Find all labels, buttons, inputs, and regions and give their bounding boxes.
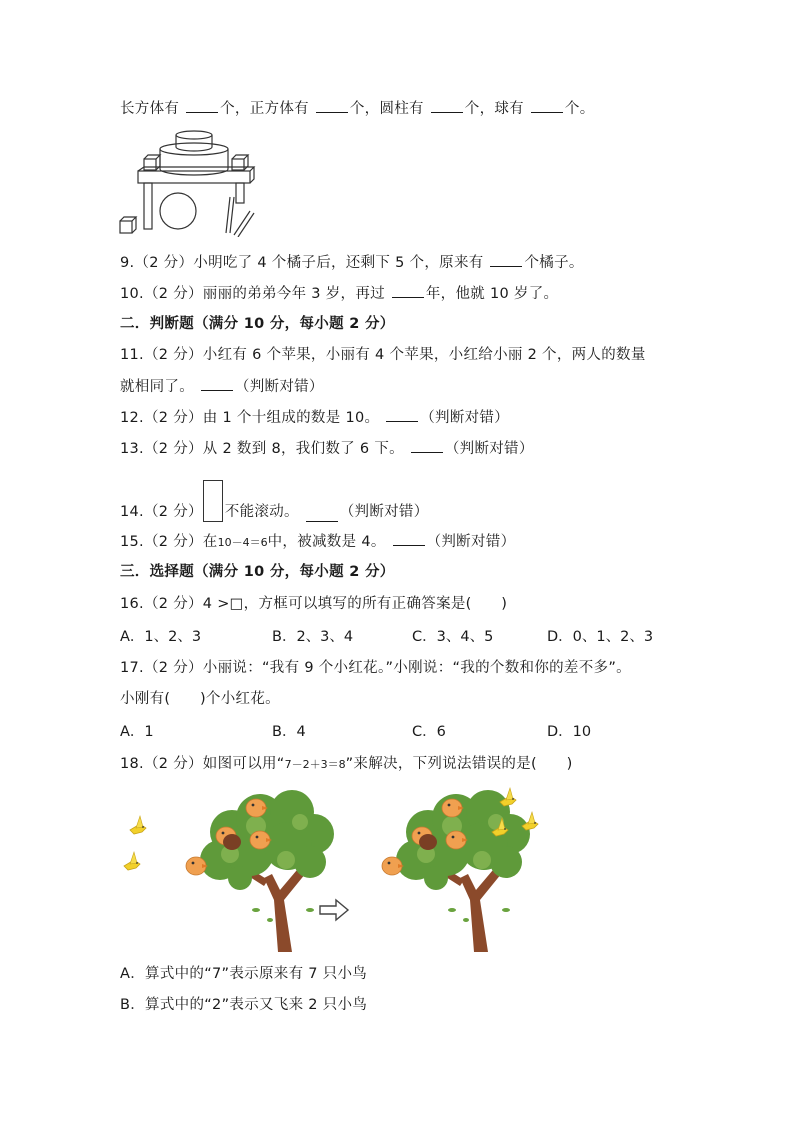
q16-option-a[interactable]: A．1、2、3 bbox=[120, 629, 202, 645]
yellow-bird-left-2 bbox=[124, 852, 140, 870]
q14-blank[interactable] bbox=[306, 507, 338, 522]
q18-option-a[interactable]: A．算式中的“7”表示原来有 7 只小鸟 bbox=[120, 966, 368, 982]
q11-line1: 11.（2 分）小红有 6 个苹果，小丽有 4 个苹果，小红给小丽 2 个，两人的数量 bbox=[120, 347, 646, 363]
q9-text-a: 9.（2 分）小明吃了 4 个橘子后，还剩下 5 个，原来有 bbox=[120, 255, 484, 271]
q8-blank-cube[interactable] bbox=[316, 98, 348, 113]
bird-right-brown bbox=[419, 834, 437, 850]
q9-line bbox=[120, 252, 584, 273]
q11-text-b: （判断对错） bbox=[234, 379, 324, 395]
q12-text-a: 12.（2 分）由 1 个十组成的数是 10。 bbox=[120, 410, 380, 426]
q13-text-b: （判断对错） bbox=[444, 441, 534, 457]
q14-text-c: （判断对错） bbox=[339, 504, 429, 520]
q9-blank[interactable] bbox=[490, 252, 522, 267]
q11-line2 bbox=[120, 376, 324, 397]
section-3-heading: 三．选择题（满分 10 分，每小题 2 分） bbox=[120, 564, 395, 580]
q8-text-d: 个，球有 bbox=[464, 101, 524, 117]
q16-option-c[interactable]: C．3、4、5 bbox=[412, 629, 494, 645]
q15-line bbox=[120, 531, 515, 553]
q18-text-a: 18.（2 分）如图可以用“ bbox=[120, 756, 285, 772]
q18-equation: 7－2＋3＝8 bbox=[284, 758, 346, 771]
q8-blank-cylinder[interactable] bbox=[431, 98, 463, 113]
q8-text-b: 个，正方体有 bbox=[220, 101, 309, 117]
yellow-bird-left-1 bbox=[130, 816, 146, 834]
birds-tree-illustration bbox=[120, 782, 560, 954]
q8-blank-sphere[interactable] bbox=[531, 98, 563, 113]
q14-line bbox=[120, 478, 429, 522]
q16-option-d[interactable]: D．0、1、2、3 bbox=[547, 629, 654, 645]
q16-option-b[interactable]: B．2、3、4 bbox=[272, 629, 354, 645]
q16-stem: 16.（2 分）4 >□，方框可以填写的所有正确答案是( ) bbox=[120, 596, 508, 612]
q12-text-b: （判断对错） bbox=[420, 410, 510, 426]
q12-blank[interactable] bbox=[386, 407, 418, 422]
q17-option-c[interactable]: C．6 bbox=[412, 724, 446, 740]
rectangle-shape bbox=[203, 480, 223, 522]
right-arrow-icon bbox=[320, 900, 348, 920]
q12-line bbox=[120, 407, 509, 428]
q18-text-b: ”来解决，下列说法错误的是( ) bbox=[345, 756, 573, 772]
q9-text-b: 个橘子。 bbox=[524, 255, 584, 271]
q15-text-c: （判断对错） bbox=[426, 534, 516, 550]
q17-option-d[interactable]: D．10 bbox=[547, 724, 592, 740]
q14-text-a: 14.（2 分） bbox=[120, 504, 203, 520]
q10-text-a: 10.（2 分）丽丽的弟弟今年 3 岁，再过 bbox=[120, 286, 385, 302]
q18-stem bbox=[120, 754, 573, 775]
q14-text-b: 不能滚动。 bbox=[224, 504, 299, 520]
q18-option-b[interactable]: B．算式中的“2”表示又飞来 2 只小鸟 bbox=[120, 997, 368, 1013]
tree-right bbox=[396, 790, 530, 952]
q17-line2: 小刚有( )个小红花。 bbox=[120, 691, 280, 707]
q13-blank[interactable] bbox=[411, 438, 443, 453]
q8-text-a: 长方体有 bbox=[120, 101, 180, 117]
tree-left bbox=[200, 790, 334, 952]
q17-option-a[interactable]: A．1 bbox=[120, 724, 154, 740]
q8-line bbox=[120, 98, 595, 119]
q8-text-c: 个，圆柱有 bbox=[349, 101, 424, 117]
q17-option-b[interactable]: B．4 bbox=[272, 724, 306, 740]
q8-blank-cuboid[interactable] bbox=[186, 98, 218, 113]
q11-blank[interactable] bbox=[201, 376, 233, 391]
q10-line bbox=[120, 283, 558, 304]
q15-text-a: 15.（2 分）在 bbox=[120, 534, 218, 550]
q10-text-b: 年，他就 10 岁了。 bbox=[425, 286, 559, 302]
q10-blank[interactable] bbox=[392, 283, 424, 298]
shapes-figure bbox=[118, 125, 268, 237]
q13-line bbox=[120, 438, 534, 459]
q17-line1: 17.（2 分）小丽说：“我有 9 个小红花。”小刚说：“我的个数和你的差不多”。 bbox=[120, 660, 631, 676]
section-2-heading: 二．判断题（满分 10 分，每小题 2 分） bbox=[120, 316, 395, 332]
q11-text-a: 就相同了。 bbox=[120, 379, 194, 395]
q13-text-a: 13.（2 分）从 2 数到 8，我们数了 6 下。 bbox=[120, 441, 404, 457]
q15-blank[interactable] bbox=[393, 531, 425, 546]
q15-text-b: 中，被减数是 4。 bbox=[267, 534, 386, 550]
q15-equation: 10－4＝6 bbox=[217, 536, 268, 549]
bird-left-brown bbox=[223, 834, 241, 850]
q8-text-e: 个。 bbox=[564, 101, 595, 117]
